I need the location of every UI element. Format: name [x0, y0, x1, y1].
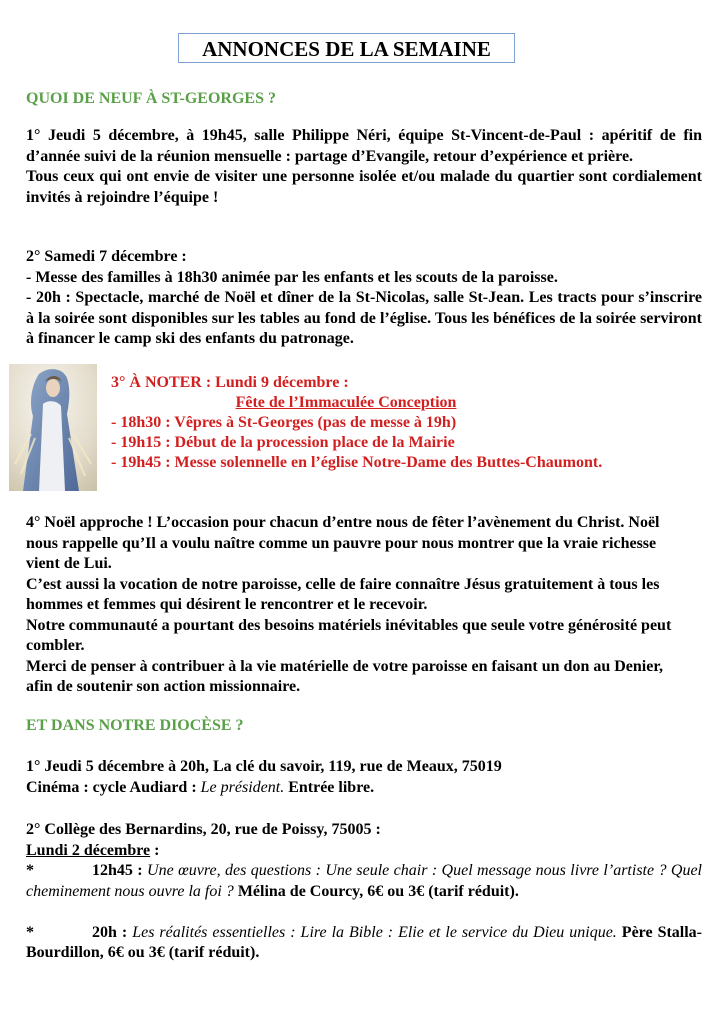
- talk-1-time: 12h45 :: [92, 862, 143, 879]
- talk-1-speaker: Mélina de Courcy, 6€ ou 3€ (tarif réduit).: [233, 882, 519, 900]
- item-1-text: 1° Jeudi 5 décembre, à 19h45, salle Philippe Néri, équipe St-Vincent-de-Paul : apéritif de fin d’année suivi de la réunion mensuelle : partage d’Evangile, retour d’expérience et prière.: [26, 127, 702, 165]
- diocese-item-2-place: 2° Collège des Bernardins, 20, rue de Poissy, 75005 :: [26, 821, 381, 838]
- virgin-mary-image: [9, 364, 97, 491]
- item-3-heading: 3° À NOTER : Lundi 9 décembre :: [111, 374, 349, 391]
- bullet: *: [26, 923, 34, 941]
- talk-2-speaker: Père Stalla-Bourdillon, 6€ ou 3€ (tarif réduit).: [26, 923, 703, 961]
- item-3-notice: [111, 373, 701, 473]
- item-1-invite: Tous ceux qui ont envie de visiter une personne isolée et/ou malade du quartier sont cordialement invités à rejoindre l’équipe !: [26, 168, 702, 206]
- diocese-item-2-date: [26, 841, 702, 862]
- diocese-item-2: [26, 820, 702, 964]
- item-4-needs: Notre communauté a pourtant des besoins matériels inévitables que seule votre générosité peut combler.: [26, 616, 672, 654]
- section-heading-st-georges: QUOI DE NEUF À ST-GEORGES ?: [26, 90, 276, 107]
- talk-2: [26, 923, 702, 964]
- diocese-item-1: [26, 757, 702, 798]
- virgin-mary-illustration: [9, 364, 97, 491]
- item-3-procession: - 19h15 : Début de la procession place de la Mairie: [111, 434, 455, 451]
- page-title: ANNONCES DE LA SEMAINE: [202, 37, 491, 61]
- talk-2-title: Les réalités essentielles : Lire la Bible : Elie et le service du Dieu unique.: [127, 923, 617, 941]
- item-2-show: - 20h : Spectacle, marché de Noël et dîner de la St-Nicolas, salle St-Jean. Les tracts pour s’inscrire à la soirée sont disponibles sur les tables au fond de l’église. Tous les bénéfices de la soirée serviront à financer le camp ski des enfants du patronage.: [26, 289, 702, 347]
- diocese-item-1-place: 1° Jeudi 5 décembre à 20h, La clé du savoir, 119, rue de Meaux, 75019: [26, 758, 502, 775]
- diocese-item-1-cinema: [26, 778, 702, 799]
- talk-1-title: Une œuvre, des questions : Une seule chair : Quel message nous livre l’artiste ? Quel cheminement nous ouvre la foi ?: [26, 862, 702, 900]
- film-title: Le président.: [200, 778, 285, 796]
- item-4: [26, 513, 676, 698]
- item-2-heading: 2° Samedi 7 décembre :: [26, 248, 187, 265]
- date-underlined: Lundi 2 décembre: [26, 841, 151, 859]
- item-1: [26, 126, 702, 208]
- item-3-vespers: - 18h30 : Vêpres à St-Georges (pas de messe à 19h): [111, 414, 457, 431]
- title-box: [178, 33, 515, 63]
- item-4-denier: Merci de penser à contribuer à la vie matérielle de votre paroisse en faisant un don au Denier, afin de soutenir son action missionnaire.: [26, 657, 663, 695]
- item-4-christmas: 4° Noël approche ! L’occasion pour chacun d’entre nous de fêter l’avènement du Christ. Noël nous rappelle qu’Il a voulu naître comme un pauvre pour nous montrer que la vraie richesse vient de Lui.: [26, 514, 660, 572]
- talk-2-time: 20h :: [92, 923, 128, 941]
- item-3-feast: Fête de l’Immaculée Conception: [235, 394, 457, 411]
- section-heading-diocese: ET DANS NOTRE DIOCÈSE ?: [26, 717, 244, 734]
- date-colon: :: [150, 841, 160, 859]
- free-entry: Entrée libre.: [284, 778, 375, 796]
- item-2: [26, 247, 702, 350]
- item-4-vocation: C’est aussi la vocation de notre paroisse, celle de faire connaître Jésus gratuitement à tous les hommes et femmes qui désirent le rencontrer et le recevoir.: [26, 575, 660, 613]
- item-2-mass: - Messe des familles à 18h30 animée par les enfants et les scouts de la paroisse.: [26, 268, 558, 286]
- item-3-mass: - 19h45 : Messe solennelle en l’église Notre-Dame des Buttes-Chaumont.: [111, 454, 603, 471]
- bullet: *: [26, 862, 34, 879]
- cinema-label: Cinéma : cycle Audiard :: [26, 778, 201, 796]
- talk-1: [26, 861, 702, 902]
